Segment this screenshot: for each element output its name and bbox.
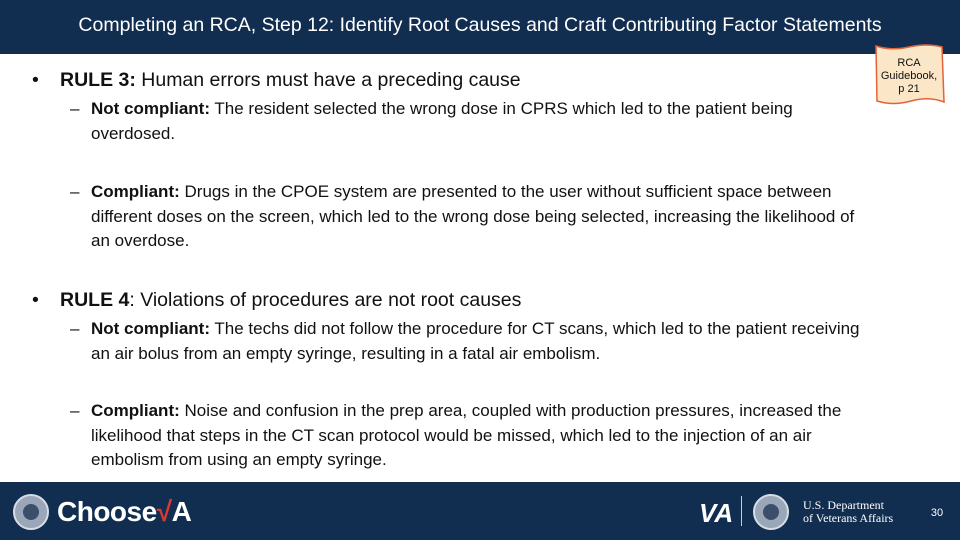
rule-3-compliant xyxy=(70,180,870,254)
dash: – xyxy=(70,401,80,420)
dash: – xyxy=(70,182,80,201)
department-line-1: U.S. Department xyxy=(803,498,884,512)
slide-header xyxy=(0,0,960,54)
item-label: Not compliant: xyxy=(91,319,210,338)
choose-a-text: A xyxy=(171,496,192,527)
department-line-2: of Veterans Affairs xyxy=(803,511,894,525)
rule-4-label: RULE 4 xyxy=(60,289,130,311)
choose-text: Choose xyxy=(57,496,157,527)
rule-4-compliant xyxy=(70,399,870,473)
item-text: The resident selected the wrong dose in CPRS which led to the patient being overdosed. xyxy=(91,99,793,143)
va-logo: VA xyxy=(699,498,734,528)
rule-3-not-compliant xyxy=(70,97,870,146)
rule-3-text: Human errors must have a preceding cause xyxy=(135,69,521,91)
rule-4-not-compliant xyxy=(70,317,870,366)
va-seal-icon xyxy=(13,494,49,530)
item-label: Not compliant: xyxy=(91,99,210,118)
rule-4-heading xyxy=(32,289,521,312)
department-name xyxy=(803,499,893,525)
badge-line-2: Guidebook, xyxy=(880,70,938,82)
slide-title: Completing an RCA, Step 12: Identify Root Causes and Craft Contributing Factor Statements xyxy=(78,14,882,36)
choose-va-logo xyxy=(57,496,191,528)
department-seal-icon xyxy=(753,494,789,530)
item-text: Noise and confusion in the prep area, coupled with production pressures, increased the likelihood that steps in the CT scan protocol would be missed, which led to the injection of an air embolism from using an empty syringe. xyxy=(91,401,842,469)
item-label: Compliant: xyxy=(91,182,180,201)
item-text: Drugs in the CPOE system are presented to the user without sufficient space between different doses on the screen, which led to the wrong dose being selected, increasing the likelihood of an overdose. xyxy=(91,182,855,250)
page-number: 30 xyxy=(930,507,944,519)
dash: – xyxy=(70,99,80,118)
bullet: • xyxy=(32,289,39,311)
badge-line-3: p 21 xyxy=(898,83,920,95)
footer-divider xyxy=(741,496,742,526)
rule-4-text: : Violations of procedures are not root causes xyxy=(129,289,522,311)
dash: – xyxy=(70,319,80,338)
item-text: The techs did not follow the procedure for CT scans, which led to the patient receiving an air bolus from an empty syringe, resulting in a fatal air embolism. xyxy=(91,319,860,363)
slide-footer xyxy=(0,482,960,540)
rule-3-label: RULE 3: xyxy=(60,69,136,91)
item-label: Compliant: xyxy=(91,401,180,420)
bullet: • xyxy=(32,69,39,91)
rule-3-heading xyxy=(32,69,521,92)
badge-line-1: RCA xyxy=(897,57,921,69)
checkmark-icon: √ xyxy=(156,496,172,527)
guidebook-badge xyxy=(873,44,953,116)
